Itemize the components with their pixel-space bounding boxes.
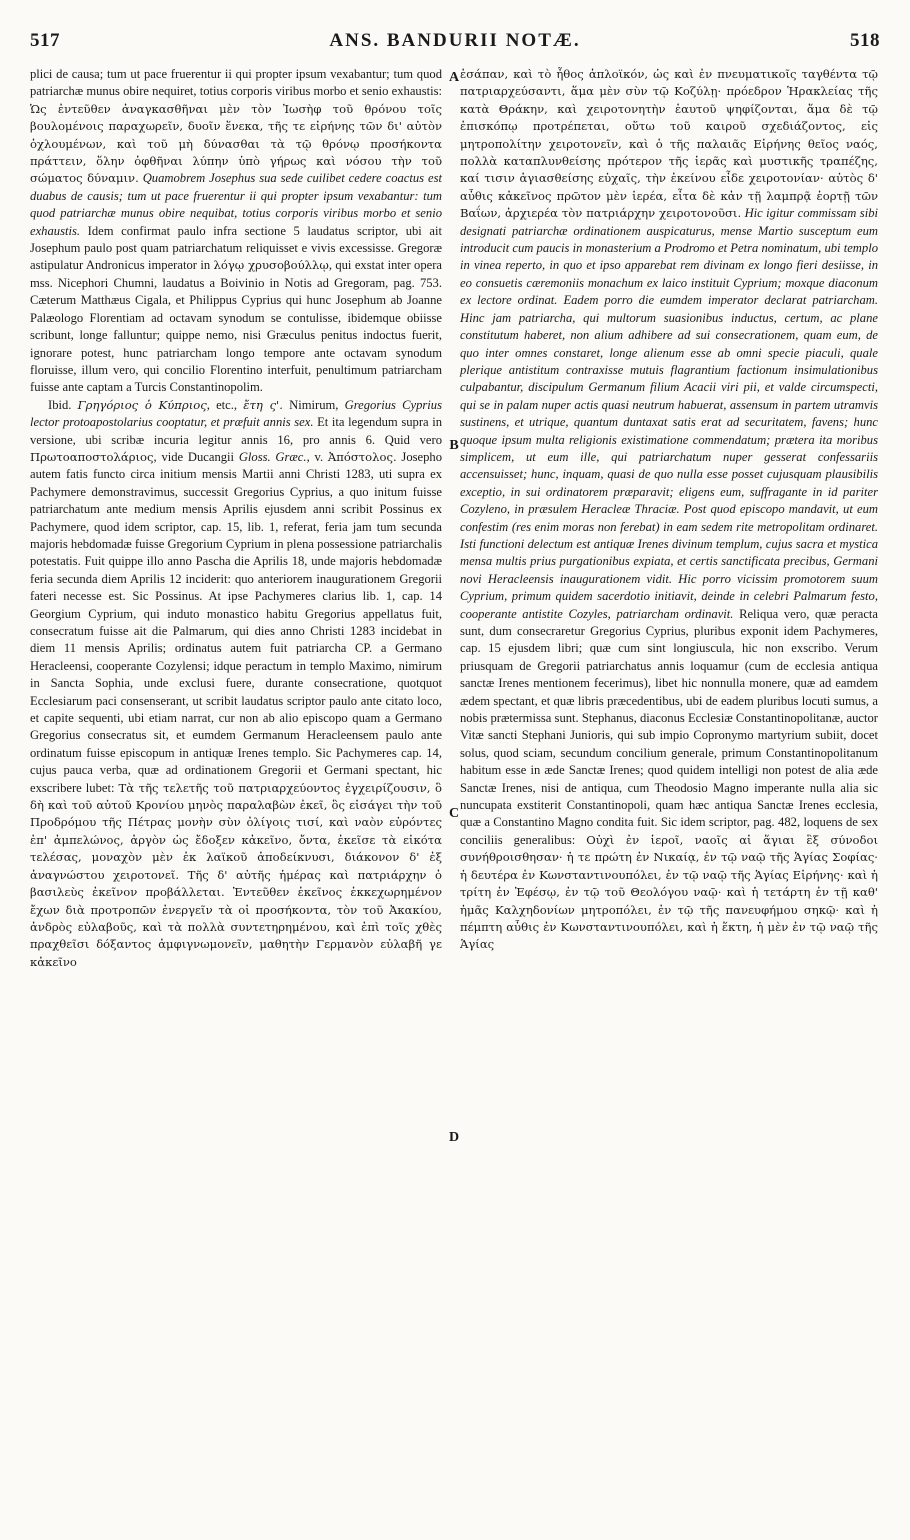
text-run: , etc., — [206, 397, 244, 412]
page-number-right: 518 — [850, 30, 880, 51]
section-marker-d: D — [448, 1130, 460, 1145]
greek-quote: Τὰ τῆς τελετῆς τοῦ πατριαρχεύοντος ἐγχειρίζουσιν, ὃ δὴ καὶ τοῦ αὐτοῦ Κρονίου μηνὸς παραλαβὼν ἐκεῖ, ὃς εἰσάγει τὴν τοῦ Προδρόμου τῆς Πέτρας μονὴν σὺν ὀλίγοις τισί, καὶ ναὸν εὑρόντες ἐπ' ἀμπελώνος, ἀργὸν ὡς ἔδοξεν κἀκεῖνο, ὄντα, ἐκεῖσε τὰ εἰκότα τελέσας, μοναχὸν μὲν ἐκ λαϊκοῦ ἀποδείκνυσι, διάκονον δ' ἐξ ἀναγνώστου χειροτονεῖ. Τῆς δ' αὐτῆς ἡμέρας καὶ πατριάρχην ὁ βασιλεὺς ἐκεῖνον προβάλλεται. Ἐντεῦθεν ἐκεῖνος ἐκκεχωρημένον ἔχων διὰ προτροπῶν ἐνεργεῖν τὰ οἱ προσήκοντα, τὸν τοῦ Ἀκακίου, ἀνδρὸς εὐλαβοῦς, καὶ τὰ πολλὰ συντετηρημένου, καὶ ἐπὶ τοῖς χθὲς πραχθεῖσι δόξαντος ἀμφιγνωμονεῖν, μαθητὴν Γερμανὸν εὐλαβῆ γε κἀκεῖνο — [30, 780, 442, 969]
greek-quote: ἐσάπαν, καὶ τὸ ἦθος ἁπλοϊκόν, ὡς καὶ ἐν πνευματικοῖς ταγθέντα τῷ πατριαρχεύσαντι, ἅμα μὲν σὺν τῷ Κοζύλῃ· πρόεδρον Ἡρακλείας τῆς κατὰ Θράκην, καὶ χειροτονητὴν ἑαυτοῦ ψηφίζονται, ἅμα δὲ τῷ ἐπισκόπῳ προτρέπεται, οὕτω τοῦ καιροῦ σχεδιάζοντος, εἰς μητροπολίτην χειροτονεῖν, καὶ ὁ τῆς παλαιᾶς Εἰρήνης θεῖος ναός, πολλὰ καταπλυνθείσης πρότερον τῆς ἱερᾶς καὶ μυστικῆς τραπέζης, καί τισιν ἁγιασθείσης εὐχαῖς, τὴν ἐκείνου εἶδε χειροτονίαν· αὐτὸς δ' αὖθις κἀκεῖνος πρῶτον μὲν ἱερέα, εἶτα δὲ κἀν τῇ λαμπρᾷ ἑορτῇ τῶν Βαΐων, ἀρχιερέα τὸν πατριάρχην χειροτονοῦσι. — [460, 67, 878, 221]
text-run: Idem confirmat paulo infra sectione 5 laudatus scriptor, ubi ait Josephum paulo post quam patriarchatum reliquisset e vivis excessisse. Gregoræ astipulatur Andronicus imperator in — [30, 223, 442, 273]
text-run: Et ita legendum supra in versione, ubi scribæ incuria legitur annis 16, pro annis 6. Quid vero — [30, 415, 443, 447]
right-column — [460, 66, 878, 954]
text-run: , v. — [306, 449, 328, 464]
latin-translation: Hic igitur commissam sibi designati patriarchæ ordinationem auspicaturus, mense Martio susceptum eum introducit cum paucis in monasterium a Prodromo et Petra nominatum, ubi templo in vinea reperto, in quo et ipso apparebat rem divinam ex longo fieri desiisse, in eo consuetis cæremoniis monachum ex laico instituit Cyprium; moxque diaconum ex lectore ordinat. Eadem porro die eumdem imperator declarat patriarcham. Hinc jam patriarcha, qui multorum suasionibus inductus, certum, ac plane constitutum haberet, non alium adhibere ad sui consecrationem, quam eum, de quo inter omnes constaret, longe alienum esse ab omni specie piaculi, quale plerique antistitum contraxisse mutuis flagrantium factionum insimulationibus culpabantur, discipulum Germanum filium Acacii viri pii, et valde circumspecti, qui se in palam nuper actis quasi neutrum habuerat, assensum in partem utramvis sustinens, et utrique, quantum duntaxat satis erat ad securitatem, favens; hunc quoque ipsum multa religionis existimatione commendatum; prætera ita moribus simplicem, ut eum ille, qui patriarchatum nuper gesserat confessariis accensuisset; hunc, inquam, quasi de quo nulla esse posset cujusquam plausibilis exceptio, in sui ordinatorem præparavit; eligens eum, suffragante in id pariter Cozyleno, in præsulem Heracleæ Thraciæ. Post quod episcopo mandavit, ut eum confestim (res enim moras non ferebat) in eam sedem rite metropolitam ordinaret. Isti functioni delectum est antiquæ Irenes divinum templum, cujus sacra et mystica mensa multis prius purgationibus expiata, et certis sanctificata precibus, Germani novi Heracleensis inaugurationem vidit. Hic porro vicissim promotorem suum Cyprium, primum quidem sacerdotio initiavit, deinde in celebri Palmarum festo, cooperante antistite Cozyles, patriarcham ordinavit. — [460, 206, 878, 621]
section-marker-a: A — [448, 70, 460, 85]
paragraph — [30, 66, 442, 397]
greek-quote: Ὡς ἐντεῦθεν ἀναγκασθῆναι μὲν τὸν Ἰωσὴφ τοῦ θρόνου τοῖς βουλομένοις παραχωρεῖν, δυοῖν ἕνεκα, τῆς τε εἰρήνης τῶν δι' αὐτὸν ὀχλουμένων, καὶ τοῦ μὴ δύνασθαι τὰ τῷ θρόνῳ προσήκοντα πράττειν, ὅλην ὀφθῆναι λύπην ὑπὸ γήρως καὶ νόσου τὴν τοῦ σώματος δύναμιν. — [30, 101, 442, 186]
greek-quote: Οὐχὶ ἐν ἱεροῖ, ναοῖς αἱ ἅγιαι ἓξ σύνοδοι συνήθροισθησαν· ἡ τε πρώτη ἐν Νικαίᾳ, ἐν τῷ ναῷ τῆς Ἁγίας Σοφίας· ἡ δευτέρα ἐν Κωνσταντινουπόλει, ἐν τῷ ναῷ τῆς Ἁγίας Εἰρήνης· καὶ ἡ τρίτη ἐν Ἐφέσῳ, ἐν τῷ τοῦ Θεολόγου ναῷ· καὶ ἡ τετάρτη ἐν τῇ καθ' ἡμᾶς Καλχηδονίων μητροπόλει, ἐν τῷ τῆς πανευφήμου σηκῷ· καὶ ἡ πέμπτη αὖθις ἐν Κωνσταντινουπόλει, καὶ ἡ ἕκτη, ἡ μὲν ἐν τῷ ναῷ τῆς Ἁγίας — [460, 832, 878, 952]
paragraph — [460, 66, 878, 954]
greek-term: λόγῳ χρυσοβούλλῳ — [213, 258, 329, 273]
greek-lemma: ἔτη ς'. — [243, 397, 283, 412]
paragraph — [30, 397, 442, 971]
running-title: ANS. BANDURII NOTÆ. — [329, 30, 581, 51]
latin-translation: Quamobrem Josephus sua sede cuilibet cedere coactus est duabus de causis; tum ut pace fruerentur ii qui propter ipsum vexabantur: tum quod patriarchæ munus obire nequibat, totius corporis viribus morbo et senio exhaustis. — [30, 171, 442, 238]
text-run: , vide Ducangii — [153, 449, 239, 464]
text-run: plici de causa; tum ut pace fruerentur ii qui propter ipsum vexabantur; tum quod patriarchæ munus obire nequiret, totius corporis viribus morbo et senio exhaustis: — [30, 67, 442, 99]
text-run: , qui exstat inter opera mss. Nicephori Chumni, laudatus a Boivinio in Notis ad Gregoram, pag. 753. Cæterum Matthæus Cigala, et Philippus Cyprius qui hunc Josephum ab Joanne Palæologo Florentiam ad octavam synodum se contulisse, ibidemque obiisse scribunt, longe falluntur; quippe nemo, nisi Græculus penitus indoctus fuerit, ignorare potest, hunc patriarcham longo tempore ante octavam synodum floruisse, illum vero, qui concilio Florentino interfuit, penultimum patriarcham fuisse ante captam a Turcis Constantinopolim. — [30, 258, 442, 395]
text-run: Nimirum, — [282, 397, 345, 412]
greek-term: Πρωτοαποστολάριος — [30, 449, 154, 464]
latin-translation: Gregorius Cyprius lector protoapostolarius cooptatur, et præfuit annis sex. — [30, 397, 443, 430]
greek-lemma: Γρηγόριος ὁ Κύπριος — [77, 397, 207, 412]
section-marker-b: B — [449, 438, 459, 453]
greek-term: Ἀπόστολος. — [327, 449, 397, 464]
left-column — [30, 66, 442, 971]
reference-title: Gloss. Græc. — [238, 449, 307, 464]
text-run: Ibid. — [48, 397, 78, 412]
page-header — [30, 30, 880, 60]
text-run: Josepho autem fatis functo circa initium mensis Martii anni Christi 1283, uti supra ex Pachymere demonstravimus, successit Gregorius Cyprius, a quo initum fuisse patriarchatum ante medium mensis Aprilis ejusdem anni scribit Possinus ex Pachymere, quod idem scriptor, cap. 15, lib. 1, referat, feria jam tum secunda majoris hebdomadæ fuisse Gregorium Cyprium in plena possessione patriarchalis potestatis. Fuit quippe illo anno Pascha die Aprilis 18, unde majoris hebdomadæ feria secunda diem Aprilis 12 inciderit: quo anteriorem inaugurationem Gregorii fateri necesse est. Sic Possinus. At ipse Pachymeres clarius lib. 1, cap. 14 Georgium Cyprium, qui induto monastico habitu Gregorius appellatus fuit, consecratum fuisse ait die Palmarum, qui dies anno Christi 1283 incidebat in diem 11 mensis Aprilis; ordinatus autem fuit patriarcha CP. a Germano Heracleensi, cooperante Cozylensi; idque peractum in templo Maximo, nimirum in Sancta Sophia, unde exclusi fuere, durante consecratione, quotquot Ecclesiarum paci consenserant, ut scribit laudatus scriptor paulo ante citato loco, et capite sequenti, ubi etiam narrat, cur non ab alio episcopo quam a Germano Gregorius consecratus sit, et eumdem Germanum Heracleensem paulo ante ordinatum fuisse episcopum in antiquæ Irenes templo. Sic Pachymeres cap. 14, cujus pauca verba, quæ ad ordinationem Gregorii et Germani spectant, hic exscribere lubet: — [30, 449, 443, 795]
section-marker-c: C — [448, 806, 460, 821]
page-number-left: 517 — [30, 30, 60, 51]
text-run: Reliqua vero, quæ peracta sunt, dum consecraretur Gregorius Cyprius, pluribus exponit idem Pachymeres, cap. 15 ejusdem libri; quæ cum sint longiuscula, hic non exscribo. Verum priusquam de Gregorii patriarchatus annis loquamur (cum de ecclesia antiqua sanctæ Irenes mentionem fecerimus), libet hic nonnulla monere, quæ ad eamdem ædem spectant, et quæ libris præcedentibus, ubi de eadem pluribus locuti sumus, a nobis prætermissa sunt. Stephanus, diaconus Ecclesiæ Constantinopolitanæ, auctor Vitæ sancti Stephani Junioris, qui sub impio Copronymo martyrium subiit, docet solus, quod sciam, secundum concilium generale, primum Constantinopolitanum habitum esse in æde Sanctæ Irenes; quod quidem intelligi non potest de alia æde Sanctæ Irenes, nisi de antiqua, cum Theodosio Magno imperante nulla alia sic nuncupata exstiterit Constantinopoli, quam hæc antiqua Sanctæ Irenes ecclesia, quæ a Constantino Magno condita fuit. Sic idem scriptor, pag. 482, loquens de sex conciliis generalibus: — [460, 606, 878, 847]
